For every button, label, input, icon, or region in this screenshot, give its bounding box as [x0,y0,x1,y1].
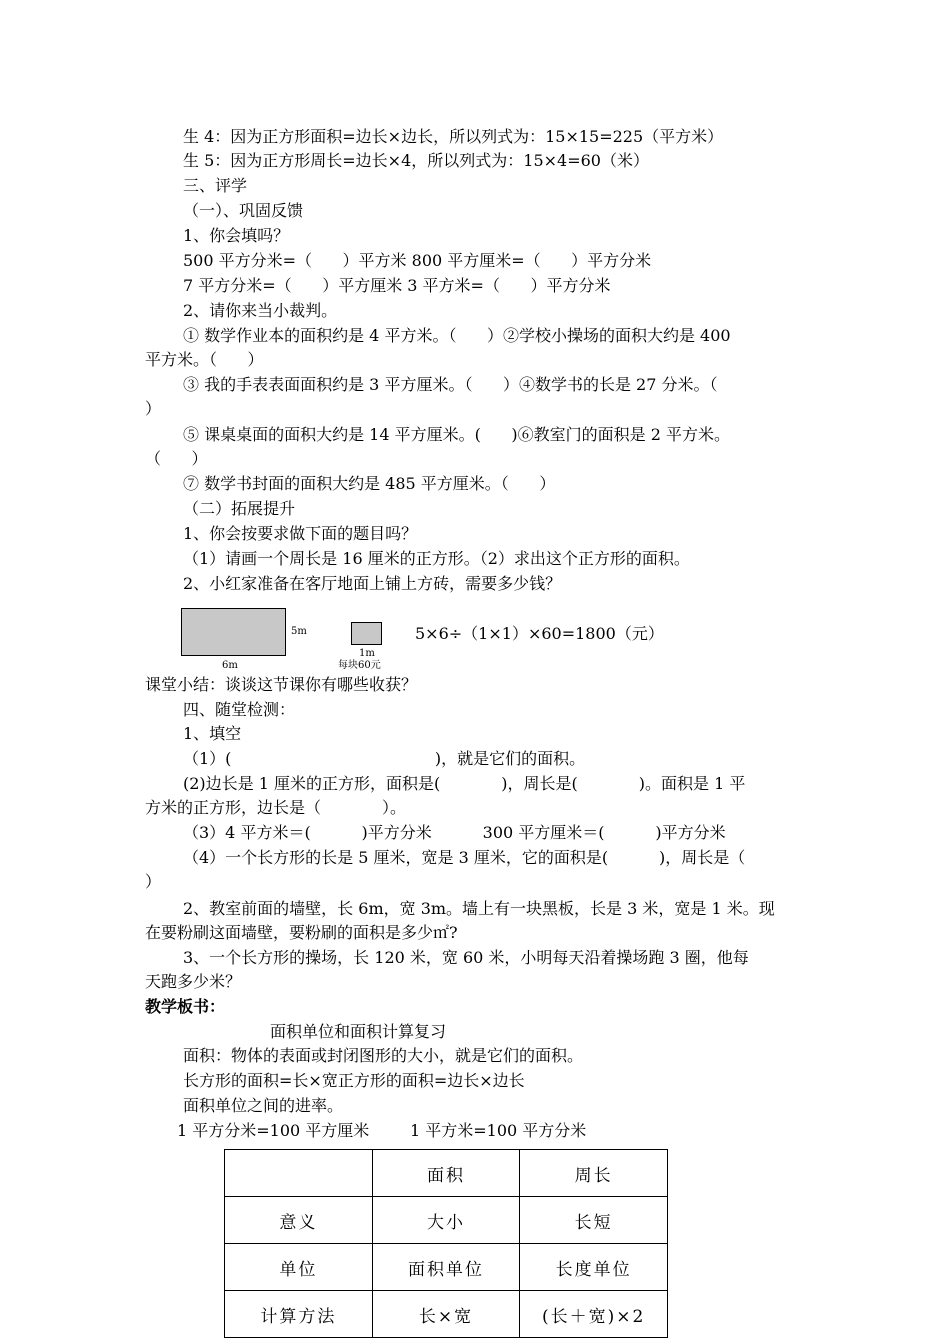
text-line: （ ） [145,449,208,468]
table-cell [225,1150,373,1197]
table-row [225,1150,668,1197]
table-cell: 大小 [372,1197,520,1244]
text-line: ） [145,872,162,891]
section-heading: 四、随堂检测： [183,700,296,719]
text-line: 1 平方分米=100 平方厘米 1 平方米=100 平方分米 [177,1121,587,1140]
text-line: 在要粉刷这面墙壁，要粉刷的面积是多少㎡? [145,923,458,942]
text-line: （1）请画一个周长是 16 厘米的正方形。（2）求出这个正方形的面积。 [183,549,690,568]
table-cell: 单位 [225,1244,373,1291]
tile-side-label: 1m [359,648,375,659]
table-row [225,1291,668,1338]
text-line: （3）4 平方米＝( )平方分米 300 平方厘米＝( )平方分米 [183,823,726,842]
text-line: 2、请你来当小裁判。 [183,301,338,320]
text-line: 2、教室前面的墙壁，长 6m，宽 3m。墙上有一块黑板，长是 3 米，宽是 1 米。现 [183,899,775,918]
tile-price-label: 每块60元 [338,660,381,671]
text-line: 500 平方分米=（ ）平方米 800 平方厘米=（ ）平方分米 [183,251,652,270]
text-line: 1、你会按要求做下面的题目吗？ [183,524,418,543]
text-line: 长方形的面积=长×宽正方形的面积=边长×边长 [183,1071,525,1090]
tile-square [351,622,382,645]
text-line: 3、一个长方形的操场，长 120 米，宽 60 米，小明每天沿着操场跑 3 圈，他每 [183,948,749,967]
text-line: 方米的正方形，边长是（ ）。 [145,798,407,817]
text-line: 2、小红家准备在客厅地面上铺上方砖，需要多少钱？ [183,574,562,593]
text-line: （4）一个长方形的长是 5 厘米，宽是 3 厘米，它的面积是( )，周长是（ [183,848,746,867]
subsection-heading: （二）拓展提升 [183,499,296,518]
subsection-heading: （一）、巩固反馈 [183,201,304,220]
tiling-formula: 5×6÷（1×1）×60=1800（元） [415,624,664,643]
room-rectangle [181,608,286,656]
text-line: ⑤ 课桌桌面的面积大约是 14 平方厘米。( )⑥教室门的面积是 2 平方米。 [183,425,730,444]
board-title: 面积单位和面积计算复习 [270,1022,447,1041]
text-line: 1、你会填吗？ [183,226,290,245]
text-line: 天跑多少米？ [145,972,242,991]
table-cell: (长＋宽)×2 [520,1291,668,1338]
table-cell: 计算方法 [225,1291,373,1338]
text-line: 课堂小结：谈谈这节课你有哪些收获？ [145,675,418,694]
text-line: ③ 我的手表表面面积约是 3 平方厘米。（ ）④数学书的长是 27 分米。（ [183,375,718,394]
text-line: (2)边长是 1 厘米的正方形，面积是( )，周长是( )。面积是 1 平 [183,774,746,793]
text-line: 生 4：因为正方形面积=边长×边长，所以列式为：15×15=225（平方米） [183,127,724,146]
table-row [225,1197,668,1244]
text-line: 7 平方分米=（ ）平方厘米 3 平方米=（ ）平方分米 [183,276,611,295]
text-line: 1、填空 [183,724,242,743]
table-cell: 周长 [520,1150,668,1197]
table-cell: 面积单位 [372,1244,520,1291]
text-line: 平方米。（ ） [145,350,264,369]
table-cell: 长短 [520,1197,668,1244]
text-line: 生 5：因为正方形周长=边长×4，所以列式为：15×4=60（米） [183,151,649,170]
text-line: ① 数学作业本的面积约是 4 平方米。（ ）②学校小操场的面积大约是 400 [183,326,731,345]
text-line: （1）( )，就是它们的面积。 [183,749,586,768]
board-heading: 教学板书： [145,997,226,1016]
text-line: ） [145,399,162,418]
table-cell: 意义 [225,1197,373,1244]
table-cell: 面积 [372,1150,520,1197]
section-heading: 三、评学 [183,176,248,195]
table-cell: 长×宽 [372,1291,520,1338]
room-height-label: 5m [291,626,307,637]
text-line: ⑦ 数学书封面的面积大约是 485 平方厘米。（ ） [183,474,556,493]
table-row [225,1244,668,1291]
text-line: 面积：物体的表面或封闭图形的大小，就是它们的面积。 [183,1046,584,1065]
text-line: 面积单位之间的进率。 [183,1096,344,1115]
table-cell: 长度单位 [520,1244,668,1291]
room-width-label: 6m [222,660,238,671]
area-perimeter-table [224,1149,668,1338]
